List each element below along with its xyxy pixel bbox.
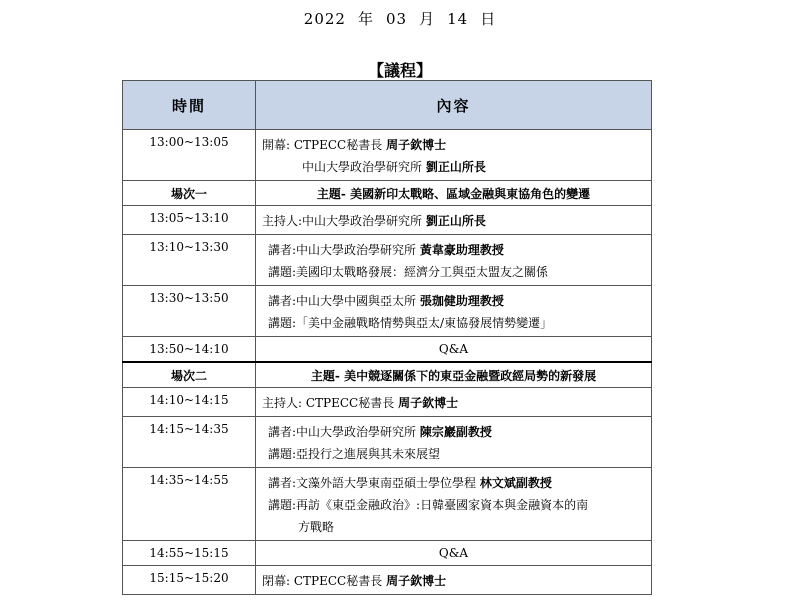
table-header-row — [123, 81, 652, 130]
table-row — [123, 206, 652, 235]
table-row — [123, 388, 652, 417]
content-line — [262, 421, 645, 443]
session-theme: 主題- 美中競逐關係下的東亞金融暨政經局勢的新發展 — [256, 362, 652, 388]
content-cell — [256, 286, 652, 337]
speaker-name: 林文斌副教授 — [479, 476, 552, 490]
header-content: 內容 — [256, 81, 652, 130]
host-name: 劉正山所長 — [425, 214, 486, 228]
table-row — [123, 130, 652, 181]
content-cell — [256, 417, 652, 468]
opening-name: 周子欽博士 — [386, 138, 447, 152]
content-cell — [256, 468, 652, 541]
session-row — [123, 362, 652, 388]
speaker-name: 張珈健助理教授 — [419, 294, 504, 308]
time-cell: 13:30~13:50 — [123, 286, 256, 337]
table-row — [123, 286, 652, 337]
speaker-label: 講者:中山大學政治學研究所 — [268, 243, 420, 257]
date-month: 03 — [385, 10, 408, 28]
table-row — [123, 417, 652, 468]
content-line — [262, 239, 645, 261]
closing-label: 閉幕: CTPECC秘書長 — [262, 574, 387, 588]
host-name: 周子欽博士 — [398, 396, 459, 410]
topic-line: 講題:再訪《東亞金融政治》:日韓臺國家資本與金融資本的南 — [268, 498, 589, 512]
time-cell: 15:15~15:20 — [123, 566, 256, 595]
time-cell: 14:15~14:35 — [123, 417, 256, 468]
topic-line: 講題:亞投行之進展與其未來展望 — [268, 447, 441, 461]
topic-line-continued: 方戰略 — [298, 520, 335, 534]
time-cell: 14:55~15:15 — [123, 541, 256, 566]
table-row — [123, 468, 652, 541]
agenda-table — [122, 80, 652, 595]
speaker-name: 黃韋豪助理教授 — [419, 243, 504, 257]
table-row — [123, 541, 652, 566]
speaker-label: 講者:文藻外語大學東南亞碩士學位學程 — [268, 476, 480, 490]
time-cell: 14:35~14:55 — [123, 468, 256, 541]
session-theme: 主題- 美國新印太戰略、區域金融與東協角色的變遷 — [256, 181, 652, 206]
content-cell — [256, 235, 652, 286]
speaker-label: 講者:中山大學政治學研究所 — [268, 425, 420, 439]
date-day-unit: 日 — [480, 10, 497, 28]
topic-line: 講題:「美中金融戰略情勢與亞太/東協發展情勢變遷」 — [268, 316, 553, 330]
session-label: 場次一 — [123, 181, 256, 206]
table-row — [123, 566, 652, 595]
qa-cell: Q&A — [256, 541, 652, 566]
content-cell — [256, 130, 652, 181]
time-cell: 13:05~13:10 — [123, 206, 256, 235]
host-label: 主持人: CTPECC秘書長 — [262, 396, 399, 410]
opening-label: 開幕: CTPECC秘書長 — [262, 138, 387, 152]
time-cell: 14:10~14:15 — [123, 388, 256, 417]
host-label: 主持人:中山大學政治學研究所 — [262, 214, 426, 228]
date-year: 2022 — [303, 10, 346, 28]
content-line — [262, 210, 645, 232]
speaker-label: 講者:中山大學中國與亞太所 — [268, 294, 420, 308]
agenda-title: 【議程】 — [367, 61, 432, 80]
header-time: 時間 — [123, 81, 256, 130]
content-cell — [256, 388, 652, 417]
content-line — [262, 392, 645, 414]
session-label: 場次二 — [123, 362, 256, 388]
time-cell: 13:00~13:05 — [123, 130, 256, 181]
content-line — [262, 156, 645, 178]
content-line — [262, 570, 645, 592]
topic-line: 講題:美國印太戰略發展：經濟分工與亞太盟友之關係 — [268, 265, 549, 279]
opening-name-2: 劉正山所長 — [425, 160, 486, 174]
time-cell: 13:50~14:10 — [123, 337, 256, 363]
content-line — [262, 290, 645, 312]
opening-label-2: 中山大學政治學研究所 — [302, 160, 426, 174]
content-cell — [256, 206, 652, 235]
date-year-unit: 年 — [357, 10, 374, 28]
document-date — [0, 8, 800, 29]
content-cell — [256, 566, 652, 595]
content-line — [262, 134, 645, 156]
closing-name: 周子欽博士 — [386, 574, 447, 588]
time-cell: 13:10~13:30 — [123, 235, 256, 286]
qa-cell: Q&A — [256, 337, 652, 363]
date-month-unit: 月 — [419, 10, 436, 28]
table-row — [123, 235, 652, 286]
table-row — [123, 337, 652, 363]
date-day: 14 — [447, 10, 469, 28]
content-line — [262, 472, 645, 494]
speaker-name: 陳宗巖副教授 — [419, 425, 492, 439]
session-row — [123, 181, 652, 206]
